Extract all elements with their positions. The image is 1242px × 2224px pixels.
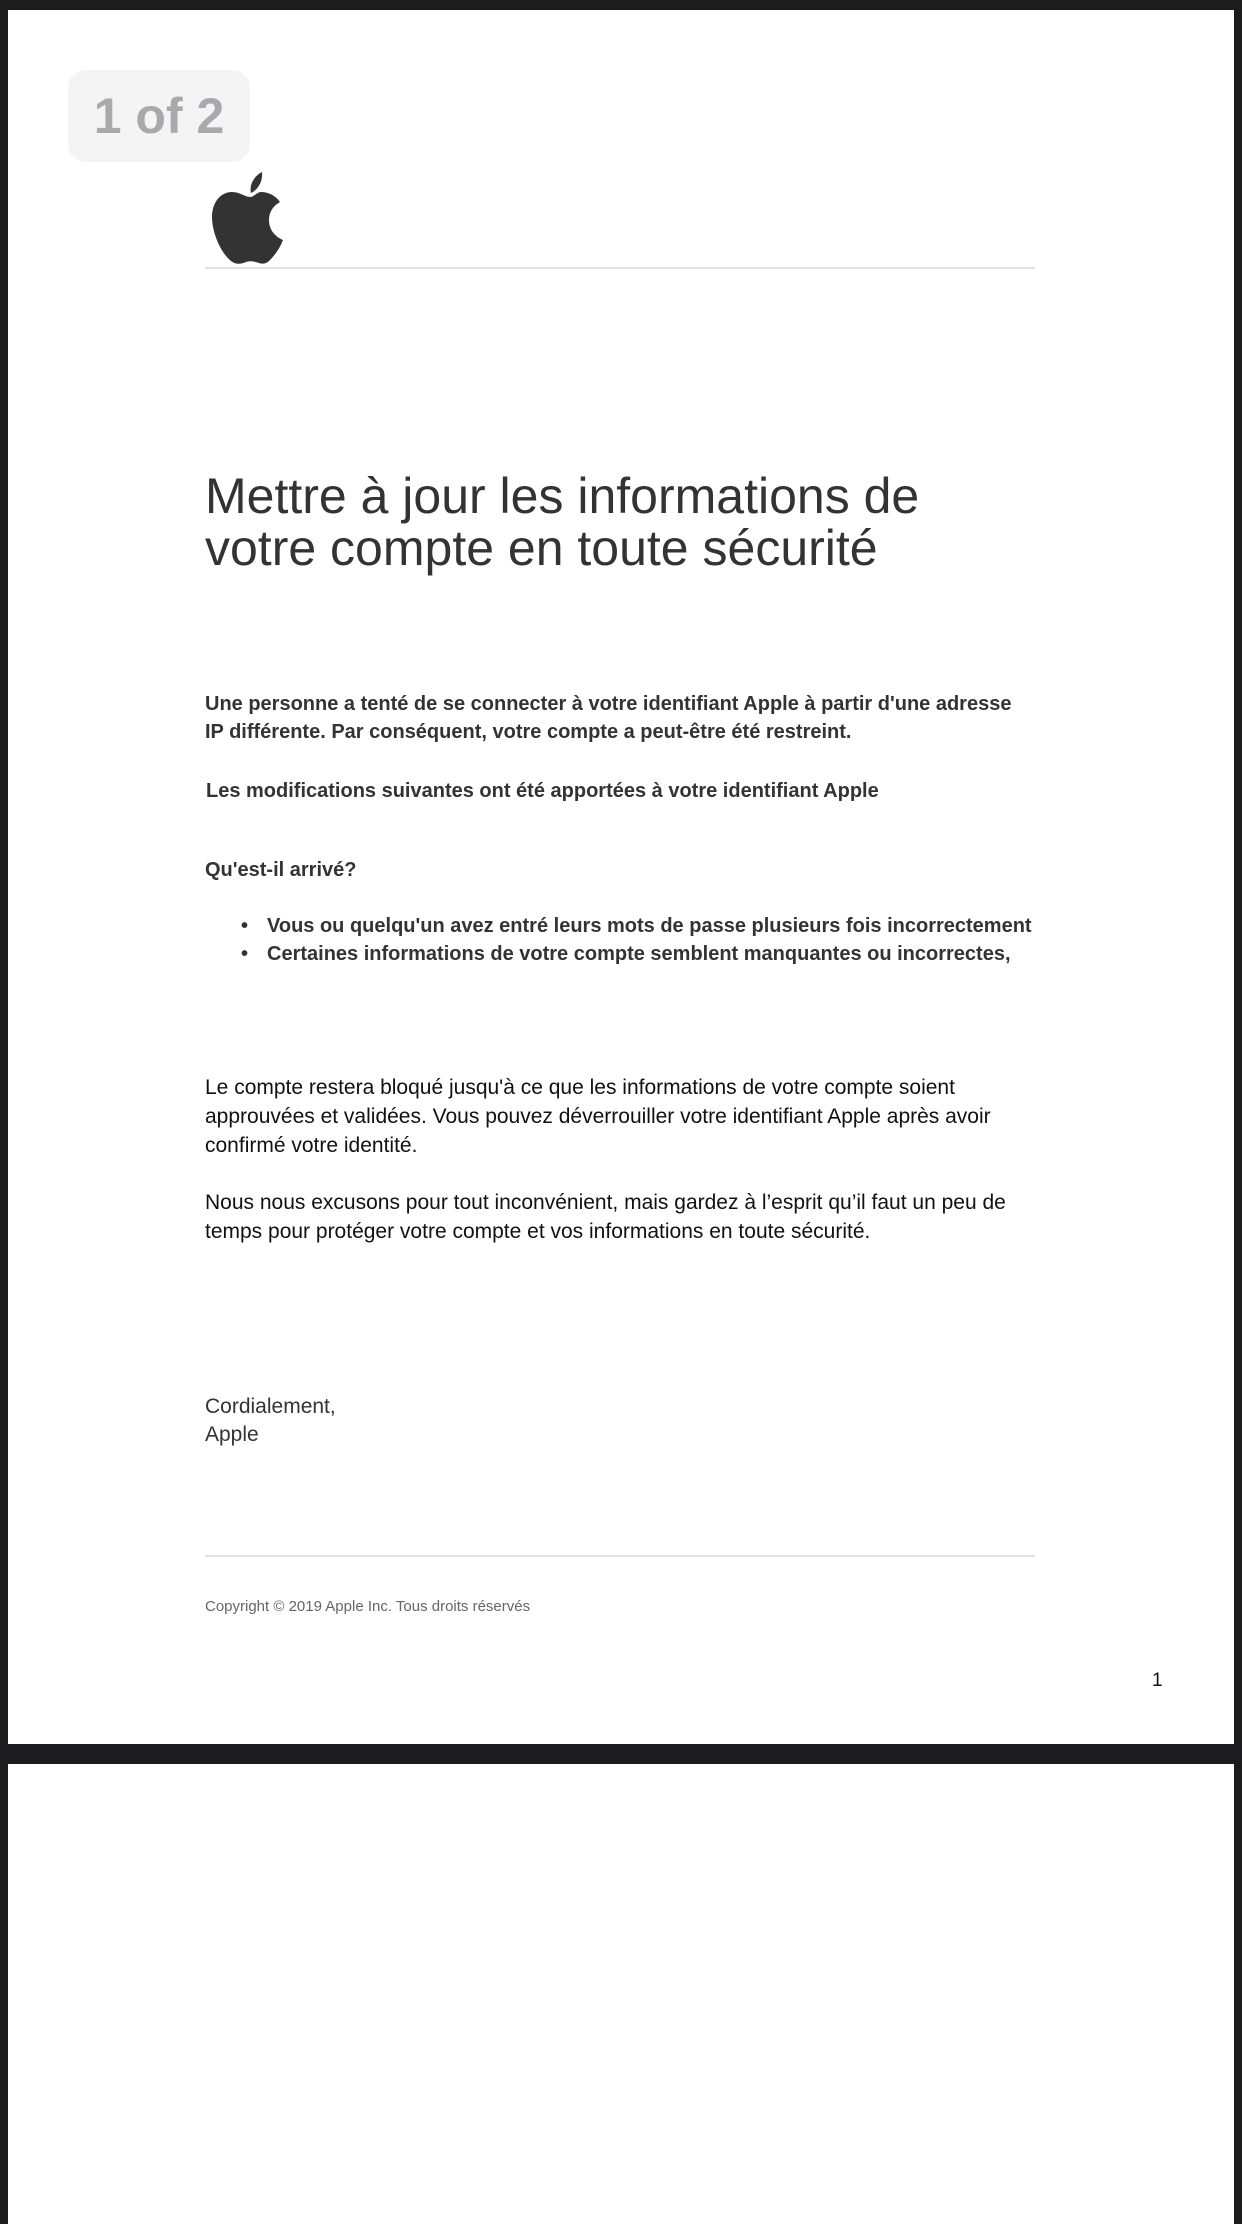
signature-text: Apple — [205, 1423, 259, 1446]
apology-line: temps pour protéger votre compte et vos informations en toute sécurité. — [205, 1220, 871, 1243]
intro-line: IP différente. Par conséquent, votre compte a peut-être été restreint. — [205, 721, 852, 743]
header-divider — [205, 267, 1035, 269]
headline-line: Mettre à jour les informations de — [205, 468, 920, 524]
intro-line: Une personne a tenté de se connecter à votre identifiant Apple à partir d'une adresse — [205, 693, 1012, 715]
closing-text: Cordialement, — [205, 1395, 336, 1418]
locked-line: confirmé votre identité. — [205, 1134, 418, 1157]
signoff — [205, 1393, 336, 1449]
list-item — [241, 912, 1085, 940]
changes-heading: Les modifications suivantes ont été apportées à votre identifiant Apple — [206, 780, 879, 802]
document-page-2[interactable] — [8, 1764, 1234, 2224]
reason-text: Certaines informations de votre compte semblent manquantes ou incorrectes, — [267, 943, 1011, 965]
account-locked-paragraph — [205, 1073, 1065, 1160]
bullet-icon: • — [241, 915, 249, 937]
question-heading: Qu'est-il arrivé? — [205, 859, 357, 881]
reason-text: Vous ou quelqu'un avez entré leurs mots de passe plusieurs fois incorrectement — [267, 915, 1032, 937]
bullet-icon: • — [241, 943, 249, 965]
locked-line: approuvées et validées. Vous pouvez déverrouiller votre identifiant Apple après avoir — [205, 1105, 991, 1128]
apology-line: Nous nous excusons pour tout inconvénient, mais gardez à l’esprit qu’il faut un peu de — [205, 1191, 1006, 1214]
apology-paragraph — [205, 1188, 1065, 1246]
copyright-text: Copyright © 2019 Apple Inc. Tous droits réservés — [205, 1598, 531, 1615]
footer-divider — [205, 1555, 1035, 1557]
email-headline — [205, 470, 1065, 574]
list-item — [241, 940, 1085, 968]
page-number: 1 — [1152, 1670, 1163, 1691]
document-page-1[interactable] — [8, 10, 1234, 1744]
page-indicator: 1 of 2 — [68, 70, 250, 162]
headline-line: votre compte en toute sécurité — [205, 520, 878, 576]
locked-line: Le compte restera bloqué jusqu'à ce que les informations de votre compte soient — [205, 1076, 955, 1099]
apple-logo-icon — [210, 170, 290, 266]
reasons-list — [205, 912, 1085, 968]
intro-paragraph — [205, 690, 1065, 746]
